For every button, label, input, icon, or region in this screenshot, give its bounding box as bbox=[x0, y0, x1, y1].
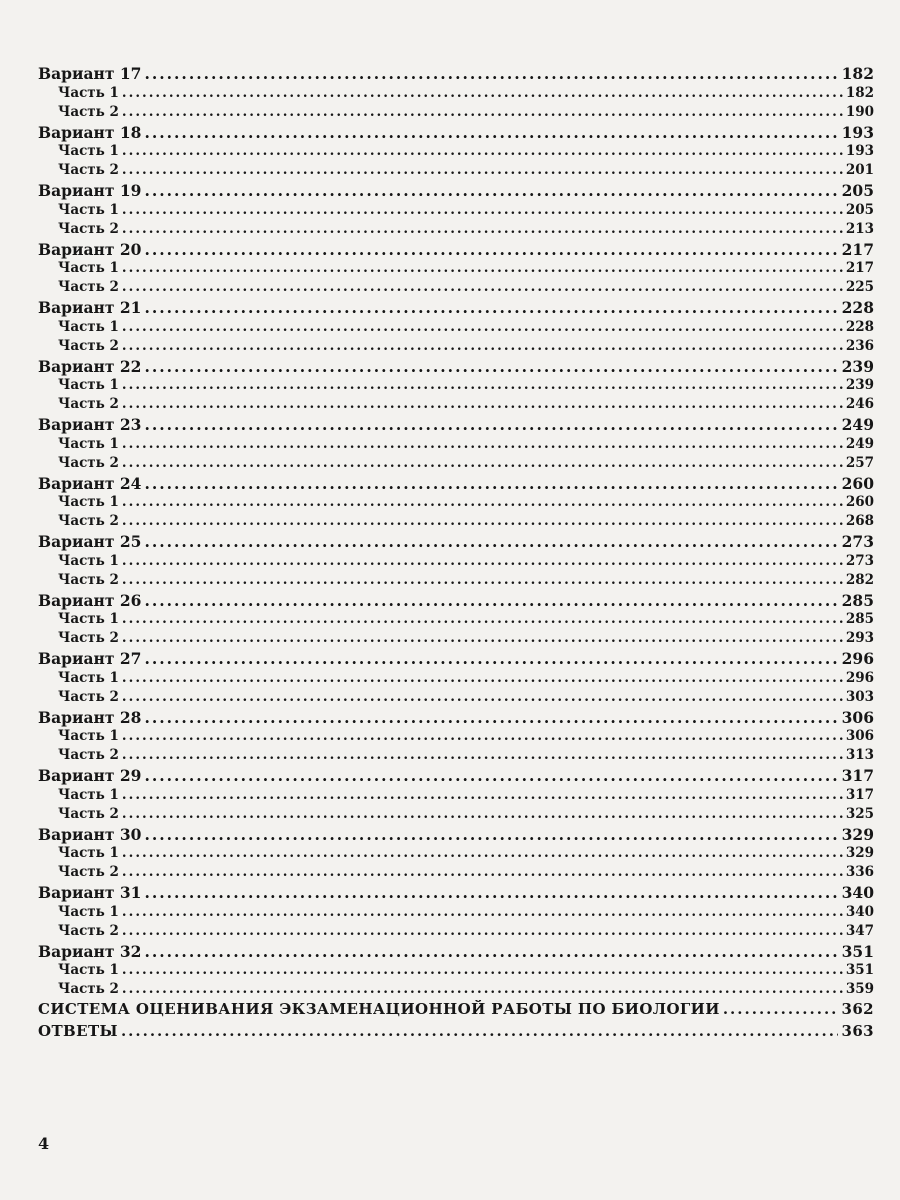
toc-part-entry bbox=[38, 260, 874, 279]
dot-leader bbox=[122, 962, 843, 978]
toc-part-entry-page: 296 bbox=[845, 669, 874, 686]
toc-variant-entry bbox=[38, 240, 874, 261]
toc-part-entry-label: Часть 1 bbox=[58, 786, 119, 803]
toc-section-entry-label: ОТВЕТЫ bbox=[38, 1022, 118, 1040]
toc-part-entry-page: 336 bbox=[845, 864, 874, 880]
dot-leader bbox=[122, 436, 843, 452]
toc-part-entry-page: 190 bbox=[845, 103, 874, 120]
toc-part-entry-page: 228 bbox=[845, 318, 874, 335]
toc-part-entry bbox=[38, 396, 874, 415]
dot-leader bbox=[144, 181, 838, 200]
toc-variant-entry bbox=[38, 591, 874, 612]
dot-leader bbox=[122, 689, 843, 705]
toc-variant-entry-page: 306 bbox=[841, 707, 874, 727]
toc-variant-entry-page: 296 bbox=[841, 649, 874, 668]
dot-leader bbox=[144, 649, 838, 668]
toc-part-entry bbox=[38, 787, 874, 806]
toc-variant-entry bbox=[38, 357, 874, 378]
dot-leader bbox=[122, 923, 843, 939]
toc-part-entry-label: Часть 1 bbox=[58, 318, 119, 335]
toc-part-entry-page: 225 bbox=[845, 279, 874, 295]
dot-leader bbox=[122, 981, 843, 997]
toc-part-entry-page: 201 bbox=[845, 162, 874, 178]
toc-part-entry bbox=[38, 221, 874, 240]
toc-part-entry bbox=[38, 455, 874, 474]
dot-leader bbox=[122, 494, 843, 510]
dot-leader bbox=[122, 904, 843, 920]
toc-part-entry bbox=[38, 436, 874, 455]
toc-section-entry-page: 363 bbox=[841, 1022, 874, 1040]
toc-variant-entry-page: 260 bbox=[841, 473, 874, 493]
toc-part-entry bbox=[38, 162, 874, 181]
toc-variant-entry-page: 217 bbox=[841, 239, 874, 259]
dot-leader bbox=[144, 942, 838, 961]
toc-variant-entry bbox=[38, 825, 874, 846]
toc-part-entry-page: 273 bbox=[845, 552, 874, 569]
toc-part-entry-label: Часть 2 bbox=[58, 162, 119, 178]
toc-part-entry bbox=[38, 904, 874, 923]
toc-part-entry bbox=[38, 85, 874, 104]
toc-section-entry bbox=[38, 1022, 874, 1044]
toc-part-entry bbox=[38, 338, 874, 357]
toc-variant-entry-page: 205 bbox=[841, 181, 874, 200]
toc-variant-entry-label: Вариант 17 bbox=[38, 64, 142, 83]
toc-part-entry-page: 268 bbox=[845, 513, 874, 529]
toc-variant-entry-label: Вариант 23 bbox=[38, 415, 142, 434]
toc-part-entry-label: Часть 1 bbox=[58, 728, 119, 744]
toc-part-entry-label: Часть 1 bbox=[58, 377, 119, 393]
toc-part-entry-label: Часть 1 bbox=[58, 435, 119, 452]
toc-part-entry-label: Часть 2 bbox=[58, 688, 119, 705]
toc-part-entry-page: 257 bbox=[845, 454, 874, 471]
dot-leader bbox=[122, 553, 843, 569]
toc-variant-entry-label: Вариант 32 bbox=[38, 941, 142, 961]
toc-part-entry bbox=[38, 962, 874, 981]
dot-leader bbox=[723, 1000, 839, 1018]
toc-part-entry-label: Часть 1 bbox=[58, 201, 119, 218]
toc-part-entry-label: Часть 1 bbox=[58, 552, 119, 569]
toc-variant-entry-page: 340 bbox=[841, 883, 874, 902]
toc-variant-entry-page: 351 bbox=[841, 941, 874, 961]
toc-part-entry-page: 325 bbox=[845, 805, 874, 822]
toc-part-entry-page: 293 bbox=[845, 630, 874, 646]
toc-part-entry-label: Часть 1 bbox=[58, 611, 119, 627]
dot-leader bbox=[122, 513, 843, 529]
toc-variant-entry-page: 249 bbox=[841, 415, 874, 434]
toc-part-entry bbox=[38, 923, 874, 942]
toc-part-entry-page: 239 bbox=[845, 377, 874, 393]
toc-variant-entry bbox=[38, 298, 874, 319]
dot-leader bbox=[144, 123, 838, 142]
dot-leader bbox=[122, 455, 843, 471]
toc-part-entry bbox=[38, 553, 874, 572]
dot-leader bbox=[144, 825, 838, 844]
toc-variant-entry-label: Вариант 29 bbox=[38, 766, 142, 785]
toc-variant-entry-label: Вариант 21 bbox=[38, 298, 142, 317]
toc-part-entry-page: 217 bbox=[845, 260, 874, 276]
toc-part-entry-page: 205 bbox=[845, 201, 874, 218]
dot-leader bbox=[144, 532, 838, 551]
toc-part-entry-label: Часть 2 bbox=[58, 747, 119, 763]
toc-variant-entry bbox=[38, 532, 874, 553]
toc-part-entry bbox=[38, 104, 874, 123]
dot-leader bbox=[122, 864, 843, 880]
toc-part-entry-page: 193 bbox=[845, 143, 874, 159]
dot-leader bbox=[144, 474, 838, 493]
dot-leader bbox=[144, 240, 838, 259]
toc-variant-entry bbox=[38, 766, 874, 787]
toc-variant-entry-page: 228 bbox=[841, 298, 874, 317]
toc-variant-entry-page: 273 bbox=[841, 532, 874, 551]
toc-part-entry bbox=[38, 864, 874, 883]
toc-variant-entry bbox=[38, 649, 874, 670]
toc-part-entry-page: 313 bbox=[845, 747, 874, 763]
toc-part-entry-page: 306 bbox=[845, 728, 874, 744]
toc-section-entry bbox=[38, 1000, 874, 1022]
dot-leader bbox=[122, 728, 843, 744]
toc-variant-entry bbox=[38, 123, 874, 144]
toc-part-entry bbox=[38, 630, 874, 649]
dot-leader bbox=[122, 338, 843, 354]
toc-variant-entry-page: 285 bbox=[841, 590, 874, 610]
toc-variant-entry-label: Вариант 22 bbox=[38, 356, 142, 376]
toc-part-entry bbox=[38, 143, 874, 162]
toc-part-entry-label: Часть 2 bbox=[58, 571, 119, 588]
toc-variant-entry-page: 239 bbox=[841, 356, 874, 376]
toc-part-entry bbox=[38, 747, 874, 766]
toc-part-entry-page: 236 bbox=[845, 337, 874, 354]
dot-leader bbox=[144, 708, 838, 727]
toc-part-entry-label: Часть 2 bbox=[58, 805, 119, 822]
dot-leader bbox=[122, 787, 843, 803]
toc-part-entry-label: Часть 2 bbox=[58, 396, 119, 412]
toc-variant-entry-label: Вариант 20 bbox=[38, 239, 142, 259]
dot-leader bbox=[122, 319, 843, 335]
toc-part-entry bbox=[38, 845, 874, 864]
dot-leader bbox=[122, 377, 843, 393]
toc-part-entry bbox=[38, 981, 874, 1000]
toc-part-entry-label: Часть 2 bbox=[58, 981, 119, 997]
toc-part-entry bbox=[38, 319, 874, 338]
toc-part-entry-page: 213 bbox=[845, 220, 874, 237]
dot-leader bbox=[122, 143, 843, 159]
dot-leader bbox=[144, 415, 838, 434]
dot-leader bbox=[122, 162, 843, 178]
toc-part-entry-page: 317 bbox=[845, 786, 874, 803]
toc-part-entry-label: Часть 1 bbox=[58, 494, 119, 510]
toc-part-entry-page: 359 bbox=[845, 981, 874, 997]
dot-leader bbox=[144, 357, 838, 376]
dot-leader bbox=[122, 630, 843, 646]
dot-leader bbox=[122, 396, 843, 412]
dot-leader bbox=[122, 85, 843, 101]
toc-part-entry bbox=[38, 202, 874, 221]
toc-part-entry-label: Часть 1 bbox=[58, 962, 119, 978]
toc-part-entry-label: Часть 1 bbox=[58, 84, 119, 101]
toc-part-entry bbox=[38, 689, 874, 708]
toc-variant-entry bbox=[38, 474, 874, 495]
dot-leader bbox=[122, 221, 843, 237]
toc-section-entry-label: СИСТЕМА ОЦЕНИВАНИЯ ЭКЗАМЕНАЦИОННОЙ РАБОТЫ ПО БИОЛОГИИ bbox=[38, 1000, 720, 1018]
toc-variant-entry-label: Вариант 24 bbox=[38, 473, 142, 493]
dot-leader bbox=[122, 572, 843, 588]
toc-part-entry-page: 260 bbox=[845, 494, 874, 510]
toc-part-entry-page: 285 bbox=[845, 611, 874, 627]
toc-variant-entry-label: Вариант 28 bbox=[38, 707, 142, 727]
toc-variant-entry-page: 193 bbox=[841, 122, 874, 142]
toc-part-entry-page: 347 bbox=[845, 922, 874, 939]
toc-part-entry-page: 303 bbox=[845, 688, 874, 705]
toc-variant-entry-label: Вариант 30 bbox=[38, 824, 142, 844]
toc-variant-entry bbox=[38, 181, 874, 202]
dot-leader bbox=[144, 591, 838, 610]
toc-part-entry-label: Часть 1 bbox=[58, 845, 119, 861]
toc-variant-entry-label: Вариант 25 bbox=[38, 532, 142, 551]
dot-leader bbox=[122, 845, 843, 861]
toc-part-entry-page: 340 bbox=[845, 903, 874, 920]
toc-variant-entry-label: Вариант 26 bbox=[38, 590, 142, 610]
dot-leader bbox=[144, 766, 838, 785]
toc-variant-entry-label: Вариант 27 bbox=[38, 649, 142, 668]
toc-variant-entry bbox=[38, 942, 874, 963]
toc-variant-entry-label: Вариант 19 bbox=[38, 181, 142, 200]
toc-part-entry-label: Часть 1 bbox=[58, 260, 119, 276]
toc-part-entry-page: 182 bbox=[845, 84, 874, 101]
dot-leader bbox=[121, 1022, 839, 1040]
toc-variant-entry bbox=[38, 883, 874, 904]
toc-part-entry-label: Часть 2 bbox=[58, 220, 119, 237]
page-number: 4 bbox=[38, 1134, 50, 1153]
toc-part-entry bbox=[38, 572, 874, 591]
toc-part-entry-label: Часть 2 bbox=[58, 279, 119, 295]
toc-variant-entry bbox=[38, 415, 874, 436]
table-of-contents bbox=[38, 64, 874, 1044]
toc-part-entry-page: 329 bbox=[845, 845, 874, 861]
toc-part-entry-page: 351 bbox=[845, 962, 874, 978]
toc-section-entry-page: 362 bbox=[841, 1000, 874, 1018]
dot-leader bbox=[122, 747, 843, 763]
toc-variant-entry bbox=[38, 708, 874, 729]
toc-variant-entry-page: 329 bbox=[841, 824, 874, 844]
toc-part-entry-label: Часть 2 bbox=[58, 454, 119, 471]
dot-leader bbox=[122, 202, 843, 218]
dot-leader bbox=[122, 611, 843, 627]
toc-part-entry-label: Часть 2 bbox=[58, 864, 119, 880]
toc-part-entry bbox=[38, 377, 874, 396]
toc-part-entry bbox=[38, 806, 874, 825]
toc-variant-entry-page: 317 bbox=[841, 766, 874, 785]
dot-leader bbox=[122, 279, 843, 295]
toc-part-entry-label: Часть 2 bbox=[58, 922, 119, 939]
dot-leader bbox=[122, 104, 843, 120]
dot-leader bbox=[122, 806, 843, 822]
dot-leader bbox=[144, 64, 838, 83]
toc-variant-entry bbox=[38, 64, 874, 85]
toc-part-entry-label: Часть 2 bbox=[58, 630, 119, 646]
toc-variant-entry-page: 182 bbox=[841, 64, 874, 83]
dot-leader bbox=[122, 670, 843, 686]
toc-part-entry bbox=[38, 611, 874, 630]
toc-part-entry-label: Часть 2 bbox=[58, 103, 119, 120]
dot-leader bbox=[122, 260, 843, 276]
toc-part-entry-label: Часть 1 bbox=[58, 669, 119, 686]
toc-variant-entry-label: Вариант 18 bbox=[38, 122, 142, 142]
toc-part-entry bbox=[38, 670, 874, 689]
toc-part-entry-label: Часть 2 bbox=[58, 337, 119, 354]
toc-part-entry-label: Часть 2 bbox=[58, 513, 119, 529]
dot-leader bbox=[144, 298, 838, 317]
toc-part-entry bbox=[38, 728, 874, 747]
toc-part-entry bbox=[38, 513, 874, 532]
toc-part-entry-page: 282 bbox=[845, 571, 874, 588]
toc-part-entry-label: Часть 1 bbox=[58, 143, 119, 159]
toc-variant-entry-label: Вариант 31 bbox=[38, 883, 142, 902]
toc-part-entry-label: Часть 1 bbox=[58, 903, 119, 920]
toc-part-entry-page: 249 bbox=[845, 435, 874, 452]
toc-part-entry bbox=[38, 279, 874, 298]
toc-part-entry bbox=[38, 494, 874, 513]
toc-part-entry-page: 246 bbox=[845, 396, 874, 412]
dot-leader bbox=[144, 883, 838, 902]
